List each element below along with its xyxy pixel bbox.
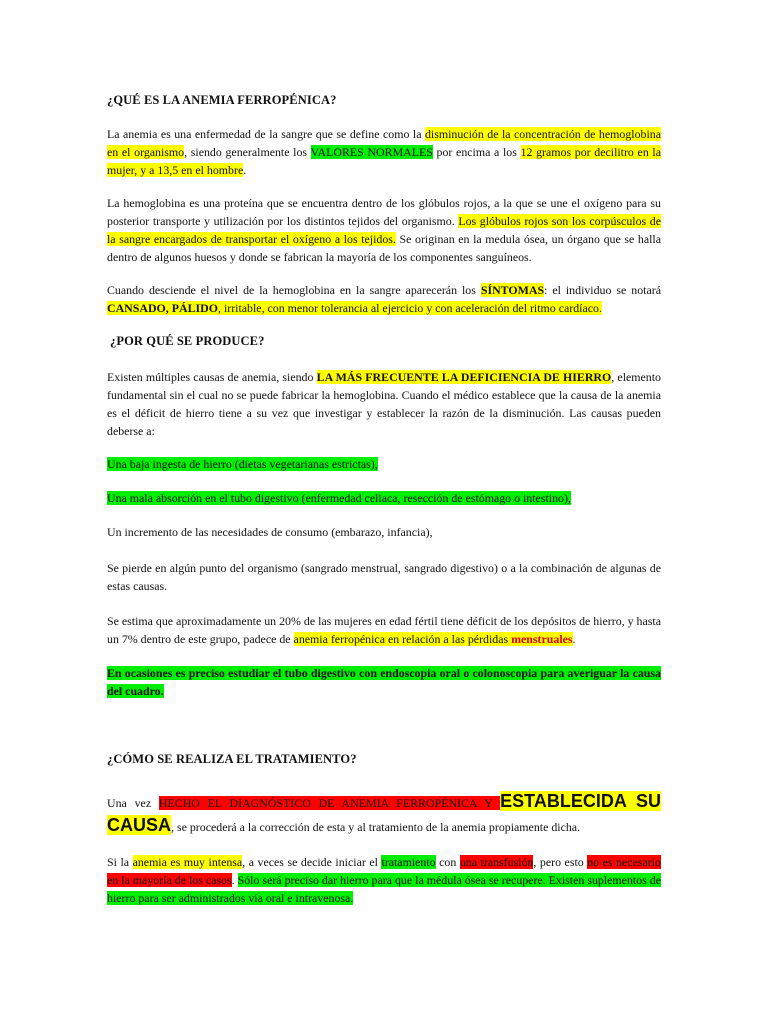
heading-tratamiento: ¿CÓMO SE REALIZA EL TRATAMIENTO? (107, 752, 357, 766)
text: , pero esto (533, 855, 588, 869)
highlight-yellow: anemia ferropénica en relación a las pérdidas (293, 632, 512, 646)
text: Se originan en la medula ósea, un órgano que se halla dentro de algunos huesos y donde se fabrican la mayoría de los componentes sanguíneos. (107, 232, 661, 264)
highlight-yellow: anemia es muy intensa (132, 855, 243, 869)
text: Cuando desciende el nivel de la hemoglobina en la sangre aparecerán los (107, 283, 481, 297)
highlight-yellow-red-text: menstruales (511, 632, 573, 646)
cause-item (107, 559, 661, 595)
text: . (231, 873, 238, 887)
cause-item (107, 489, 661, 507)
text: La anemia es una enfermedad de la sangre que se define como la (107, 127, 425, 141)
paragraph-statistics (107, 612, 661, 648)
highlight-green: Una mala absorción en el tubo digestivo (enfermedad celiaca, resección de estómago o intestino), (107, 491, 571, 505)
highlight-green: VALORES NORMALES (310, 145, 433, 159)
paragraph-hemoglobin (107, 194, 661, 266)
highlight-green: En ocasiones es preciso estudiar el tubo digestivo con endoscopia oral o colonoscopia para averiguar la causa del cuadro. (107, 666, 661, 698)
highlight-red: no es necesario en la mayoría de los casos (107, 855, 661, 887)
highlight-green: Una baja ingesta de hierro (dietas vegetarianas estrictas), (107, 457, 378, 471)
highlight-yellow: 12 gramos por decilitro en la mujer, y a 13,5 en el hombre (107, 145, 662, 177)
paragraph-endoscopy (107, 664, 661, 700)
heading-que-es: ¿QUÉ ES LA ANEMIA FERROPÉNICA? (107, 93, 337, 107)
highlight-green: Sólo será preciso dar hierro para que la médula ósea se recupere. Existen suplementos de hierro para ser administrados vía oral e intravenosa. (107, 873, 661, 905)
text: Se pierde en algún punto del organismo (sangrado menstrual, sangrado digestivo) o a la combinación de algunas de estas causas. (107, 561, 661, 593)
highlight-yellow-large: ESTABLECIDA SU CAUSA (107, 791, 661, 835)
text: : el individuo se notará (544, 283, 661, 297)
text: por encima a los (432, 145, 521, 159)
highlight-yellow: SÍNTOMAS (480, 283, 545, 297)
highlight-yellow: CANSADO, PÁLIDO (107, 301, 218, 315)
paragraph-treatment (107, 853, 661, 907)
paragraph-diagnosis (107, 790, 661, 838)
heading-por-que: ¿POR QUÉ SE PRODUCE? (110, 334, 265, 348)
text: , siendo generalmente los (184, 145, 311, 159)
highlight-yellow: Los glóbulos rojos son los corpúsculos de la sangre encargados de transportar el oxígeno a los tejidos. (107, 214, 661, 246)
text: Un incremento de las necesidades de consumo (embarazo, infancia), (107, 525, 433, 539)
highlight-yellow: LA MÁS FRECUENTE LA DEFICIENCIA DE HIERRO (316, 370, 612, 384)
highlight-green: tratamiento (381, 855, 436, 869)
text: Existen múltiples causas de anemia, siendo (107, 370, 317, 384)
text: Se estima que aproximadamente un 20% de las mujeres en edad fértil tiene déficit de los depósitos de hierro, y hasta un 7% dentro de este grupo, padece de (107, 614, 661, 646)
highlight-yellow: , irritable, con menor tolerancia al ejercicio y con aceleración del ritmo cardíaco. (218, 301, 602, 315)
highlight-red: HECHO EL DIAGNÓSTICO DE ANEMIA FERROPÉNICA Y (158, 796, 501, 810)
text: Si la (107, 855, 133, 869)
highlight-yellow: disminución de la concentración de hemoglobina en el organismo (107, 127, 661, 159)
paragraph-symptoms (107, 281, 661, 317)
text: . (243, 163, 247, 177)
paragraph-definition (107, 125, 661, 179)
text: , a veces se decide iniciar el (242, 855, 382, 869)
cause-item (107, 455, 661, 473)
text: con (435, 855, 460, 869)
text: . (572, 632, 576, 646)
text: , elemento fundamental sin el cual no se puede fabricar la hemoglobina. Cuando el médico establece que la causa de la anemia es el déficit de hierro tiene a su vez que investigar y establecer la razón de la disminución. Las causas pueden deberse a: (107, 370, 662, 438)
text: La hemoglobina es una proteína que se encuentra dentro de los glóbulos rojos, a la que se une el oxígeno para su posterior transporte y utilización por los distintos tejidos del organismo. (107, 196, 661, 228)
cause-item (107, 523, 661, 541)
text: , se procederá a la corrección de esta y al tratamiento de la anemia propiamente dicha. (171, 820, 581, 834)
highlight-red: una transfusión (459, 855, 534, 869)
text: Una vez (107, 796, 159, 810)
paragraph-causes (107, 368, 661, 440)
